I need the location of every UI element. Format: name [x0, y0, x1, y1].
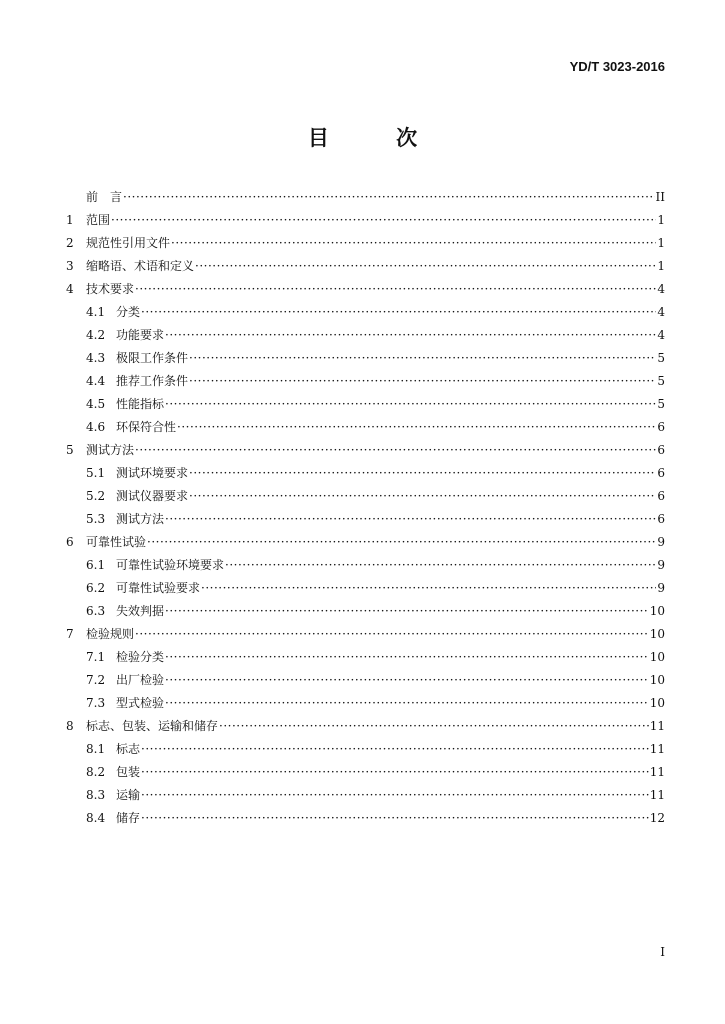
toc-entry[interactable] — [66, 577, 665, 600]
toc-entry-page: 6 — [657, 512, 665, 526]
toc-entry-page: 10 — [649, 696, 665, 710]
toc-entry-page: 6 — [657, 443, 665, 457]
toc-entry[interactable] — [66, 623, 665, 646]
toc-entry-number: 5.2 — [86, 489, 106, 503]
toc-leader-dots — [165, 324, 656, 347]
toc-entry-page: 4 — [657, 328, 665, 342]
toc-entry-page: 11 — [649, 742, 665, 756]
toc-entry-label: 失效判据 — [116, 604, 165, 618]
toc-entry-number: 6 — [66, 535, 74, 549]
toc-leader-dots — [189, 370, 656, 393]
toc-entry[interactable] — [66, 669, 665, 692]
toc-entry[interactable] — [66, 370, 665, 393]
toc-entry-page: 6 — [657, 420, 665, 434]
toc-leader-dots — [189, 347, 656, 370]
toc-entry-number: 4.6 — [86, 420, 106, 434]
toc-entry-number: 8.4 — [86, 811, 106, 825]
table-of-contents — [66, 186, 665, 830]
toc-entry-number: 7.2 — [86, 673, 106, 687]
toc-entry-number: 8 — [66, 719, 74, 733]
toc-entry-label: 功能要求 — [116, 328, 165, 342]
toc-entry-page: 12 — [649, 811, 665, 825]
page-title: 目 次 — [307, 126, 448, 150]
toc-entry-label: 测试环境要求 — [116, 466, 189, 480]
toc-entry-page: 9 — [657, 581, 665, 595]
toc-leader-dots — [201, 577, 656, 600]
toc-entry-label: 储存 — [116, 811, 141, 825]
toc-entry-label: 环保符合性 — [116, 420, 177, 434]
toc-entry-label: 检验分类 — [116, 650, 165, 664]
toc-entry-page: 11 — [649, 719, 665, 733]
page-number: I — [660, 945, 665, 959]
toc-entry-page: 10 — [649, 604, 665, 618]
toc-entry-label: 可靠性试验环境要求 — [116, 558, 225, 572]
toc-entry-label: 出厂检验 — [116, 673, 165, 687]
toc-entry-page: 9 — [657, 535, 665, 549]
toc-entry-number: 8.1 — [86, 742, 106, 756]
toc-entry-page: 9 — [657, 558, 665, 572]
toc-entry[interactable] — [66, 692, 665, 715]
toc-entry-page: 10 — [649, 673, 665, 687]
toc-entry-page: 10 — [649, 627, 665, 641]
toc-entry-page: 10 — [649, 650, 665, 664]
toc-entry-number: 6.2 — [86, 581, 106, 595]
toc-entry[interactable] — [66, 209, 665, 232]
toc-entry-label: 包装 — [116, 765, 141, 779]
toc-entry-label: 范围 — [86, 213, 111, 227]
toc-entry[interactable] — [66, 784, 665, 807]
toc-entry-label: 型式检验 — [116, 696, 165, 710]
toc-entry[interactable] — [66, 554, 665, 577]
toc-entry[interactable] — [66, 738, 665, 761]
toc-leader-dots — [141, 807, 649, 830]
toc-entry-label: 可靠性试验要求 — [116, 581, 201, 595]
toc-entry-label: 缩略语、术语和定义 — [86, 259, 195, 273]
toc-entry-label: 运输 — [116, 788, 141, 802]
toc-leader-dots — [165, 692, 649, 715]
toc-entry-page: 4 — [657, 305, 665, 319]
toc-leader-dots — [111, 209, 656, 232]
toc-entry-number: 7 — [66, 627, 74, 641]
toc-entry-number: 3 — [66, 259, 74, 273]
toc-entry-label: 性能指标 — [116, 397, 165, 411]
toc-entry[interactable] — [66, 531, 665, 554]
toc-entry-page: 5 — [657, 351, 665, 365]
toc-leader-dots — [165, 508, 656, 531]
toc-leader-dots — [123, 186, 655, 209]
toc-leader-dots — [141, 761, 649, 784]
toc-leader-dots — [135, 278, 656, 301]
toc-entry[interactable] — [66, 278, 665, 301]
toc-entry[interactable] — [66, 324, 665, 347]
toc-entry-page: 5 — [657, 374, 665, 388]
toc-entry-number: 5.1 — [86, 466, 106, 480]
toc-entry-page: 6 — [657, 466, 665, 480]
toc-entry-number: 8.3 — [86, 788, 106, 802]
toc-entry[interactable] — [66, 485, 665, 508]
toc-entry[interactable] — [66, 232, 665, 255]
toc-entry-page: 11 — [649, 765, 665, 779]
toc-entry[interactable] — [66, 301, 665, 324]
toc-leader-dots — [135, 439, 656, 462]
toc-entry-label: 标志 — [116, 742, 141, 756]
toc-entry-page: 6 — [657, 489, 665, 503]
toc-entry-label: 标志、包装、运输和储存 — [86, 719, 219, 733]
toc-entry-label: 测试方法 — [86, 443, 135, 457]
toc-entry-number: 4.5 — [86, 397, 106, 411]
toc-leader-dots — [225, 554, 656, 577]
toc-leader-dots — [165, 646, 649, 669]
toc-entry-number: 8.2 — [86, 765, 106, 779]
toc-entry[interactable] — [66, 508, 665, 531]
toc-entry-number: 1 — [66, 213, 74, 227]
toc-entry[interactable] — [66, 439, 665, 462]
toc-entry-label: 前 言 — [86, 190, 123, 204]
toc-leader-dots — [147, 531, 656, 554]
toc-entry-page: 1 — [657, 213, 665, 227]
toc-entry-page: 1 — [657, 236, 665, 250]
toc-entry-number: 4 — [66, 282, 74, 296]
toc-entry-number: 4.2 — [86, 328, 106, 342]
toc-entry-page: II — [655, 190, 665, 204]
toc-entry-page: 5 — [657, 397, 665, 411]
toc-entry-number: 2 — [66, 236, 74, 250]
toc-leader-dots — [189, 485, 656, 508]
toc-entry-label: 极限工作条件 — [116, 351, 189, 365]
toc-entry[interactable] — [66, 715, 665, 738]
toc-entry-number: 5.3 — [86, 512, 106, 526]
toc-entry-label: 检验规则 — [86, 627, 135, 641]
toc-leader-dots — [141, 301, 656, 324]
toc-entry[interactable] — [66, 186, 665, 209]
toc-leader-dots — [135, 623, 649, 646]
toc-entry[interactable] — [66, 761, 665, 784]
toc-entry-number: 4.1 — [86, 305, 106, 319]
toc-entry-label: 规范性引用文件 — [86, 236, 171, 250]
toc-entry[interactable] — [66, 600, 665, 623]
toc-entry[interactable] — [66, 462, 665, 485]
toc-entry-page: 4 — [657, 282, 665, 296]
toc-entry-number: 6.1 — [86, 558, 106, 572]
toc-entry-label: 推荐工作条件 — [116, 374, 189, 388]
toc-leader-dots — [165, 669, 649, 692]
toc-entry[interactable] — [66, 646, 665, 669]
toc-entry-label: 技术要求 — [86, 282, 135, 296]
toc-leader-dots — [165, 600, 649, 623]
toc-leader-dots — [195, 255, 656, 278]
toc-leader-dots — [171, 232, 656, 255]
toc-entry-label: 可靠性试验 — [86, 535, 147, 549]
toc-entry-number: 4.4 — [86, 374, 106, 388]
toc-entry[interactable] — [66, 393, 665, 416]
toc-entry-label: 测试仪器要求 — [116, 489, 189, 503]
toc-entry-label: 测试方法 — [116, 512, 165, 526]
toc-entry-page: 11 — [649, 788, 665, 802]
toc-entry-label: 分类 — [116, 305, 141, 319]
toc-entry[interactable] — [66, 255, 665, 278]
toc-leader-dots — [189, 462, 656, 485]
document-code: YD/T 3023-2016 — [569, 59, 665, 74]
toc-leader-dots — [165, 393, 656, 416]
toc-entry[interactable] — [66, 416, 665, 439]
toc-entry-number: 7.3 — [86, 696, 106, 710]
toc-leader-dots — [141, 784, 649, 807]
toc-entry-number: 7.1 — [86, 650, 106, 664]
toc-leader-dots — [141, 738, 649, 761]
toc-leader-dots — [219, 715, 649, 738]
toc-entry-number: 5 — [66, 443, 74, 457]
toc-entry-number: 4.3 — [86, 351, 106, 365]
toc-entry-number: 6.3 — [86, 604, 106, 618]
toc-leader-dots — [177, 416, 656, 439]
toc-entry[interactable] — [66, 347, 665, 370]
toc-entry-page: 1 — [657, 259, 665, 273]
toc-entry[interactable] — [66, 807, 665, 830]
